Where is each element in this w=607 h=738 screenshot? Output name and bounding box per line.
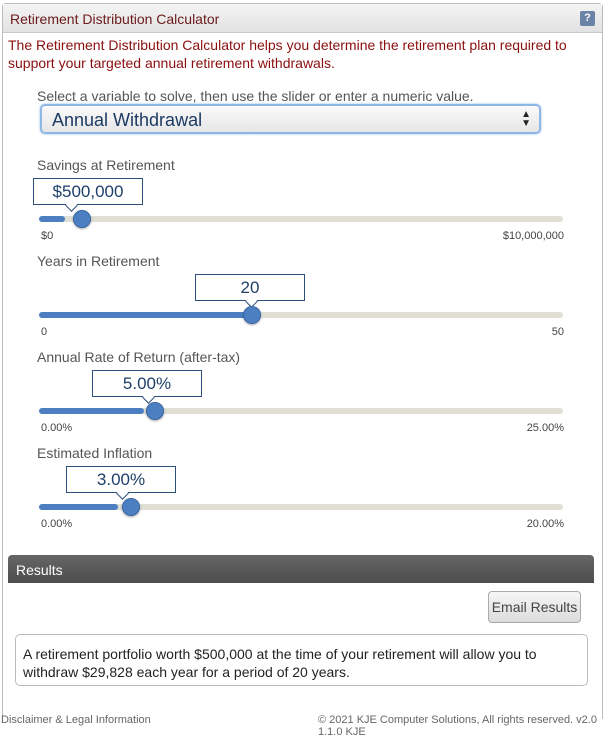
email-results-button[interactable]: Email Results [488,591,581,623]
years-input[interactable]: 20 [195,274,305,301]
return-label: Annual Rate of Return (after-tax) [37,349,241,365]
copyright-text: © 2021 KJE Computer Solutions, All rights reserved. v2.0 1.1.0 KJE [318,714,597,738]
solve-variable-value: Annual Withdrawal [52,110,203,130]
footer [0,711,601,738]
savings-min: $0 [41,230,54,242]
help-icon[interactable]: ? [580,11,595,26]
inflation-slider-handle[interactable] [122,498,140,516]
inflation-track[interactable] [39,504,563,510]
inflation-label: Estimated Inflation [37,445,153,461]
years-fill [39,312,249,318]
inflation-min: 0.00% [41,518,73,530]
savings-track[interactable] [39,216,563,222]
inflation-fill [39,504,118,510]
years-min: 0 [41,326,48,338]
title-bar [3,4,602,33]
results-title: Results [16,562,63,578]
intro-text: The Retirement Distribution Calculator helps you determine the retirement plan required to support your targeted annual retirement withdrawals. [8,37,567,71]
savings-fill [39,216,65,222]
savings-input[interactable]: $500,000 [33,178,143,205]
window-title: Retirement Distribution Calculator [10,11,220,27]
return-min: 0.00% [41,422,73,434]
disclaimer-link[interactable]: Disclaimer & Legal Information [1,714,151,726]
return-track[interactable] [39,408,563,414]
select-arrows-icon: ▲ ▼ [521,109,531,129]
years-max: 50 [551,326,564,338]
years-track[interactable] [39,312,563,318]
years-label: Years in Retirement [37,253,160,269]
results-text: A retirement portfolio worth $500,000 at the time of your retirement will allow you to withdraw $29,828 each year for a period of 20 years. [15,634,588,686]
solve-variable-select[interactable] [40,104,541,134]
results-header [8,555,594,583]
savings-max: $10,000,000 [502,230,564,242]
inflation-max: 20.00% [526,518,564,530]
return-max: 25.00% [526,422,564,434]
return-input[interactable]: 5.00% [92,370,202,397]
inflation-input[interactable]: 3.00% [66,466,176,493]
savings-label: Savings at Retirement [37,157,175,173]
return-fill [39,408,144,414]
solver-label: Select a variable to solve, then use the slider or enter a numeric value. [37,88,474,104]
